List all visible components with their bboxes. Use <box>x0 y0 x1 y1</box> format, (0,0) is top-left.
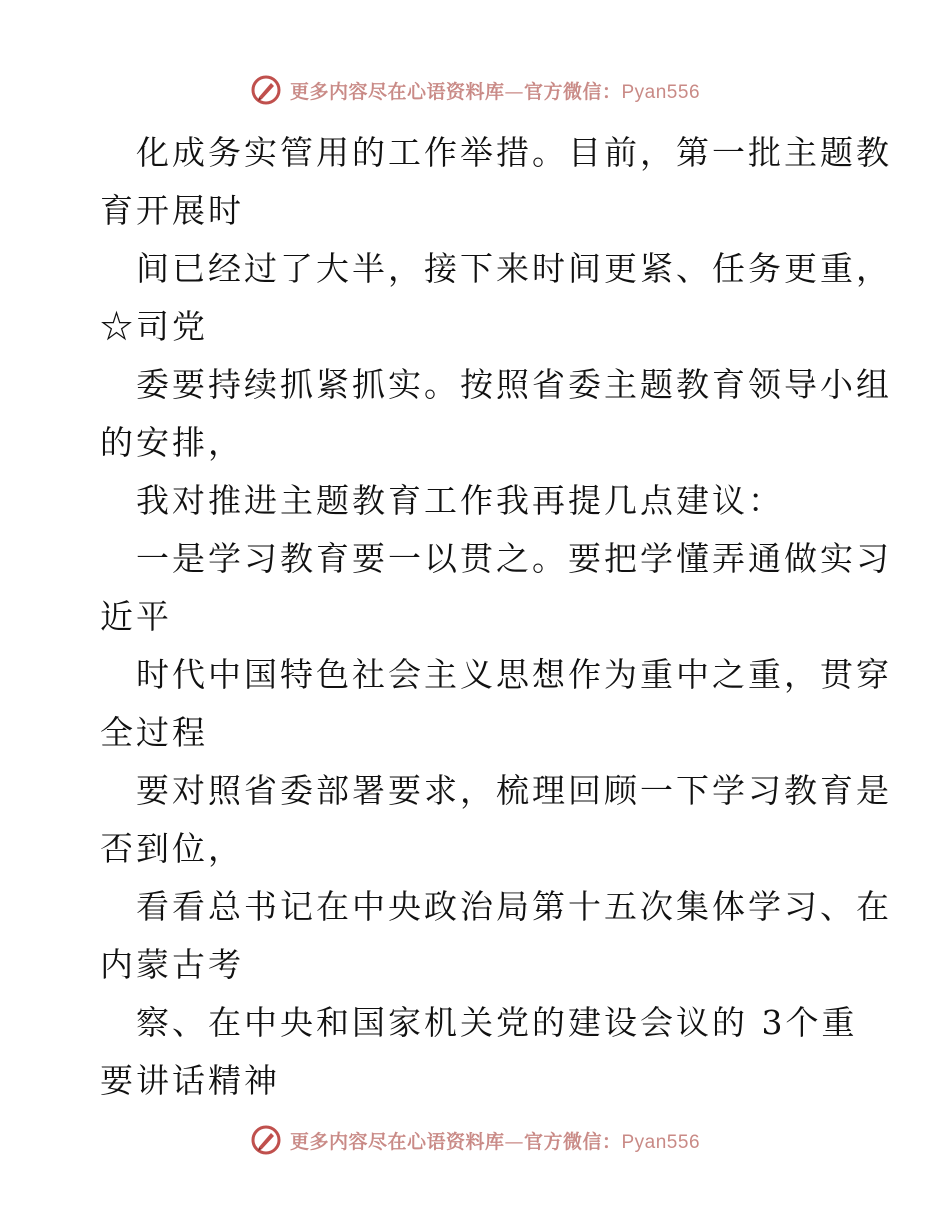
header-watermark <box>0 70 950 110</box>
watermark-id: Pyan556 <box>621 81 701 103</box>
body-line: 化成务实管用的工作举措。目前，第一批主题教 <box>136 133 892 172</box>
body-line: 委要持续抓紧抓实。按照省委主题教育领导小组 <box>136 365 892 404</box>
body-line: 一是学习教育要一以贯之。要把学懂弄通做实习 <box>136 539 892 578</box>
pen-logo-icon <box>250 74 282 106</box>
body-line: 育开展时 <box>100 191 244 230</box>
body-line: 近平 <box>100 597 172 636</box>
body-line: 间已经过了大半，接下来时间更紧、任务更重， <box>136 249 892 288</box>
watermark-text <box>290 77 700 104</box>
body-line: 要对照省委部署要求，梳理回顾一下学习教育是 <box>136 771 892 810</box>
body-line: 时代中国特色社会主义思想作为重中之重，贯穿 <box>136 655 892 694</box>
body-line: 察、在中央和国家机关党的建设会议的 3个重 <box>136 1003 858 1042</box>
body-line: 的安排， <box>100 423 244 462</box>
watermark-text <box>290 1127 700 1154</box>
body-line: 否到位， <box>100 829 244 868</box>
watermark-dash: — <box>504 80 524 103</box>
watermark-suffix: 官方微信： <box>523 1130 622 1153</box>
watermark-suffix: 官方微信： <box>523 80 622 103</box>
body-line: ☆司党 <box>100 307 208 346</box>
watermark-site: 更多内容尽在心语资料库 <box>289 80 505 103</box>
watermark-id: Pyan556 <box>621 1131 701 1153</box>
pen-logo-icon <box>250 1124 282 1156</box>
watermark-dash: — <box>504 1130 524 1153</box>
body-line: 全过程 <box>100 713 208 752</box>
body-line: 要讲话精神 <box>100 1061 280 1100</box>
body-line: 看看总书记在中央政治局第十五次集体学习、在 <box>136 887 892 926</box>
document-body <box>100 124 892 1110</box>
body-line: 我对推进主题教育工作我再提几点建议： <box>136 481 784 520</box>
footer-watermark <box>0 1120 950 1160</box>
body-line: 内蒙古考 <box>100 945 244 984</box>
watermark-site: 更多内容尽在心语资料库 <box>289 1130 505 1153</box>
